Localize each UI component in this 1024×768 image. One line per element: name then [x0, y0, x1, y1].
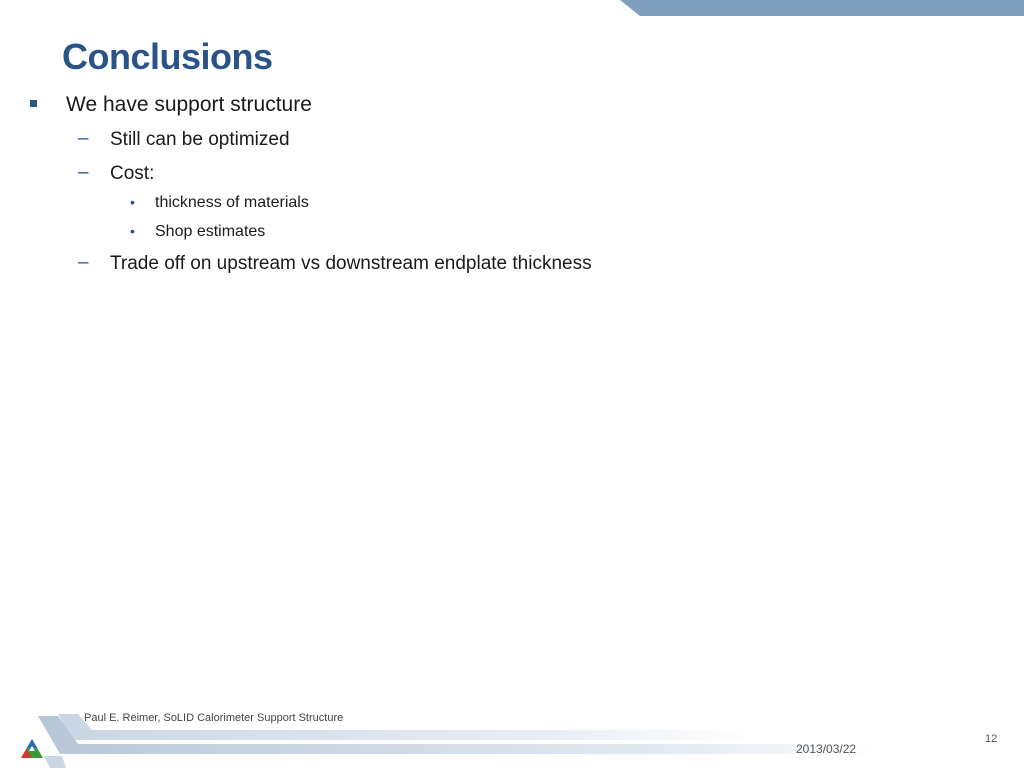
square-bullet-icon: [30, 100, 37, 107]
footer-presenter-text: Paul E. Reimer, SoLID Calorimeter Support Structure: [84, 712, 344, 724]
top-decorative-band: [0, 0, 1024, 20]
sub-sub-bullet-item: thickness of materials: [155, 194, 309, 211]
sub-bullet-item: Trade off on upstream vs downstream endplate thickness: [110, 253, 592, 274]
page-number: 12: [985, 733, 998, 745]
dash-bullet-icon: –: [78, 252, 89, 273]
dash-bullet-icon: –: [78, 128, 89, 149]
footer-date: 2013/03/22: [796, 742, 857, 756]
logo-icon: [20, 738, 44, 760]
footer-decorative-band: [0, 700, 1024, 768]
sub-bullet-item: Cost:: [110, 163, 155, 184]
bullet-item: We have support structure: [66, 93, 312, 116]
dot-bullet-icon: •: [130, 194, 135, 210]
dot-bullet-icon: •: [130, 223, 135, 239]
sub-bullet-item: Still can be optimized: [110, 129, 290, 150]
sub-sub-bullet-item: Shop estimates: [155, 223, 266, 240]
dash-bullet-icon: –: [78, 162, 89, 183]
slide-title: Conclusions: [62, 36, 273, 77]
